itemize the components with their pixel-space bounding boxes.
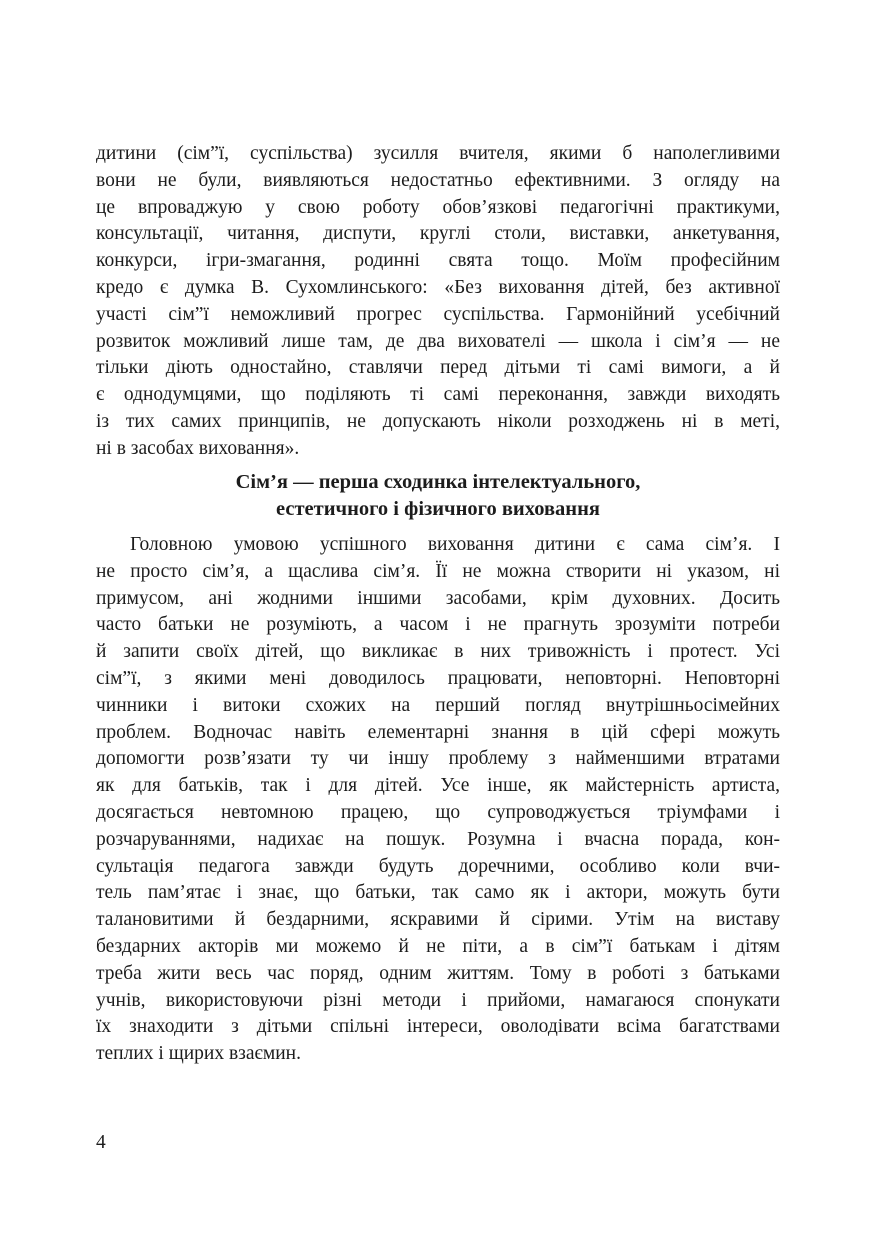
text-line: Головною умовою успішного виховання дитини є сама сім’я. І xyxy=(130,534,780,555)
text-line: досягається невтомною працею, що супроводжується тріумфами і xyxy=(96,801,780,823)
text-line: чинники і витоки схожих на перший погляд внутрішньосімейних xyxy=(96,694,780,716)
text-line: їх знаходити з дітьми спільні інтереси, оволодівати всіма багатствами xyxy=(96,1016,780,1038)
text-line: Сім’я — перша сходинка інтелектуального, xyxy=(235,471,641,493)
paragraph-continuation xyxy=(96,141,780,463)
text-line: не просто сім’я, а щаслива сім’я. Її не можна створити ні указом, ні xyxy=(96,560,780,582)
text-line: учнів, використовуючи різні методи і прийоми, намагаюся спонукати xyxy=(96,989,780,1011)
text-line: консультації, читання, диспути, круглі столи, виставки, анкетування, xyxy=(96,223,780,245)
section-heading xyxy=(96,469,780,523)
text-line: як для батьків, так і для дітей. Усе інше, як майстерність артиста, xyxy=(96,775,780,797)
text-line: примусом, ані жодними іншими засобами, крім духовних. Досить xyxy=(96,587,780,609)
text-line: часто батьки не розуміють, а часом і не прагнуть зрозуміти потреби xyxy=(96,614,780,636)
text-line: допомогти розв’язати ту чи іншу проблему з найменшими втратами xyxy=(96,748,780,770)
text-line: тільки діють одностайно, ставлячи перед дітьми ті самі вимоги, а й xyxy=(96,357,780,379)
text-line: сультація педагога завжди будуть доречними, особливо коли вчи- xyxy=(96,855,780,877)
text-line: конкурси, ігри-змагання, родинні свята тощо. Моїм професійним xyxy=(96,250,780,272)
text-line: ні в засобах виховання». xyxy=(96,437,300,459)
text-line: кредо є думка В. Сухомлинського: «Без виховання дітей, без активної xyxy=(96,276,780,298)
text-line: це впроваджую у свою роботу обов’язкові педагогічні практикуми, xyxy=(96,196,780,218)
text-line: бездарних акторів ми можемо й не піти, а в сім”ї батькам і дітям xyxy=(96,935,780,957)
page-number: 4 xyxy=(96,1132,106,1153)
text-line: дитини (сім”ї, суспільства) зусилля вчителя, якими б наполегливими xyxy=(96,143,780,164)
paragraph-body xyxy=(96,532,780,1068)
text-line: треба жити весь час поряд, одним життям. Тому в роботі з батьками xyxy=(96,962,780,984)
text-line: естетичного і фізичного виховання xyxy=(276,497,600,520)
text-line: талановитими й бездарними, яскравими й сірими. Утім на виставу xyxy=(96,909,780,931)
text-line: й запити своїх дітей, що викликає в них тривожність і протест. Усі xyxy=(96,641,780,663)
text-line: є однодумцями, що поділяють ті самі переконання, завжди виходять xyxy=(96,384,780,406)
text-line: тель пам’ятає і знає, що батьки, так само як і актори, можуть бути xyxy=(96,882,780,904)
text-line: участі сім”ї неможливий прогрес суспільства. Гармонійний усебічний xyxy=(96,303,780,325)
text-line: проблем. Водночас навіть елементарні знання в цій сфері можуть xyxy=(96,721,780,743)
text-line: теплих і щирих взаємин. xyxy=(96,1043,301,1065)
text-line: розвиток можливий лише там, де два вихователі — школа і сім’я — не xyxy=(96,330,780,352)
text-line: вони не були, виявляються недостатньо ефективними. З огляду на xyxy=(96,169,780,191)
text-line: із тих самих принципів, не допускають ніколи розходжень ні в меті, xyxy=(96,410,780,432)
text-line: розчаруваннями, надихає на пошук. Розумна і вчасна порада, кон- xyxy=(96,828,780,850)
text-line: сім”ї, з якими мені доводилось працювати, неповторні. Неповторні xyxy=(96,667,780,689)
